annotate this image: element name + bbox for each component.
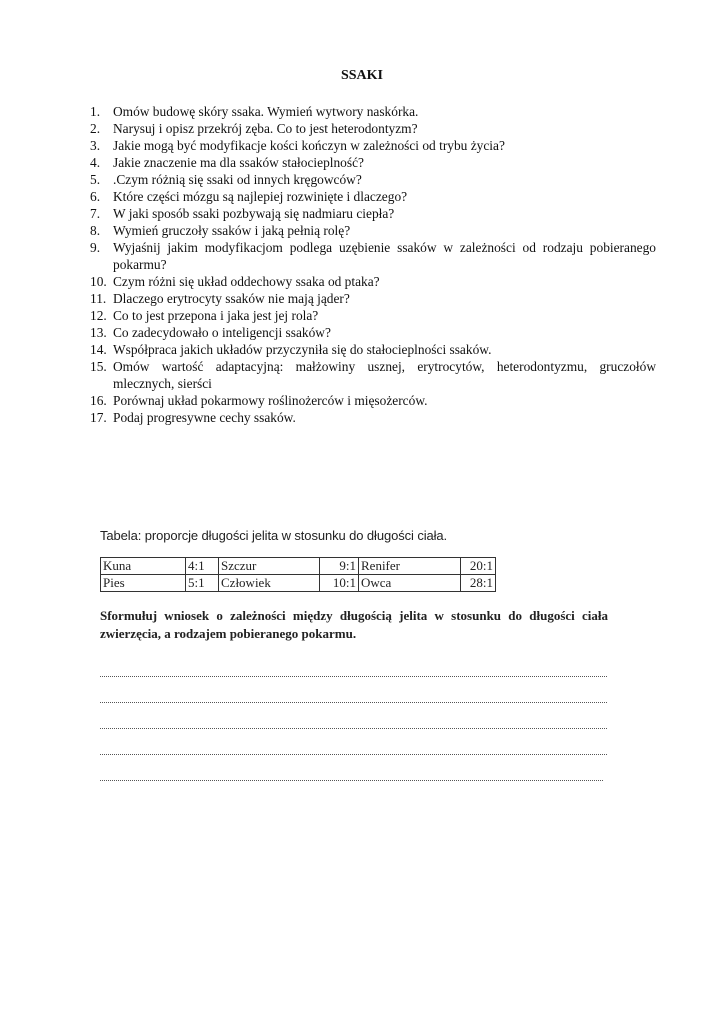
- question-text: Czym różni się układ oddechowy ssaka od ptaka?: [113, 274, 380, 289]
- question-number: 4.: [90, 155, 101, 170]
- table-cell: Owca: [359, 575, 461, 592]
- question-number: 13.: [90, 325, 107, 340]
- table-cell: Szczur: [219, 558, 320, 575]
- question-item: [90, 188, 656, 205]
- question-text: Omów budowę skóry ssaka. Wymień wytwory naskórka.: [113, 104, 419, 119]
- table-row: [101, 558, 496, 575]
- question-item: [90, 290, 656, 307]
- table-row: [101, 575, 496, 592]
- table-cell: 9:1: [320, 558, 359, 575]
- question-text: W jaki sposób ssaki pozbywają się nadmiaru ciepła?: [113, 206, 395, 221]
- question-item: [90, 324, 656, 341]
- table-cell: Kuna: [101, 558, 186, 575]
- question-number: 3.: [90, 138, 101, 153]
- answer-line[interactable]: [100, 685, 607, 711]
- question-item: [90, 239, 656, 273]
- question-item: [90, 307, 656, 324]
- question-item: [90, 120, 656, 137]
- question-number: 2.: [90, 121, 101, 136]
- exercise-section: [100, 528, 620, 789]
- question-item: [90, 205, 656, 222]
- question-number: 8.: [90, 223, 101, 238]
- question-number: 6.: [90, 189, 101, 204]
- question-number: 5.: [90, 172, 101, 187]
- question-item: [90, 409, 656, 426]
- question-item: [90, 103, 656, 120]
- question-number: 12.: [90, 308, 107, 323]
- answer-line[interactable]: [100, 737, 607, 763]
- answer-line[interactable]: [100, 659, 607, 685]
- task-instruction: Sformułuj wniosek o zależności między długością jelita w stosunku do długości ciała zwierzęcia, a rodzajem pobieranego pokarmu.: [100, 608, 608, 641]
- question-number: 11.: [90, 291, 107, 306]
- question-text: Porównaj układ pokarmowy roślinożerców i mięsożerców.: [113, 393, 428, 408]
- table-caption: Tabela: proporcje długości jelita w stosunku do długości ciała.: [100, 528, 448, 543]
- table-cell: Renifer: [359, 558, 461, 575]
- question-text: Co to jest przepona i jaka jest jej rola?: [113, 308, 319, 323]
- question-text: Dlaczego erytrocyty ssaków nie mają jąder?: [113, 291, 350, 306]
- table-cell: 4:1: [186, 558, 219, 575]
- table-cell: 10:1: [320, 575, 359, 592]
- question-text: Co zadecydowało o inteligencji ssaków?: [113, 325, 331, 340]
- question-number: 7.: [90, 206, 101, 221]
- answer-line[interactable]: [100, 711, 607, 737]
- question-text: Wyjaśnij jakim modyfikacjom podlega uzębienie ssaków w zależności od rodzaju pobieranego pokarmu?: [113, 240, 656, 272]
- table-cell: Człowiek: [219, 575, 320, 592]
- question-text: Które części mózgu są najlepiej rozwinięte i dlaczego?: [113, 189, 408, 204]
- question-item: [90, 341, 656, 358]
- question-item: [90, 137, 656, 154]
- question-text: Jakie mogą być modyfikacje kości kończyn w zależności od trybu życia?: [113, 138, 505, 153]
- question-text: Narysuj i opisz przekrój zęba. Co to jest heterodontyzm?: [113, 121, 418, 136]
- question-number: 16.: [90, 393, 107, 408]
- answer-line[interactable]: [100, 763, 607, 789]
- question-text: .Czym różnią się ssaki od innych kręgowców?: [113, 172, 362, 187]
- question-item: [90, 222, 656, 239]
- ratio-table: [100, 557, 496, 592]
- question-text: Jakie znaczenie ma dla ssaków stałocieplność?: [113, 155, 364, 170]
- question-number: 9.: [90, 240, 101, 255]
- table-cell: 28:1: [461, 575, 496, 592]
- question-text: Podaj progresywne cechy ssaków.: [113, 410, 296, 425]
- question-item: [90, 392, 656, 409]
- page-title: SSAKI: [340, 68, 384, 83]
- question-item: [90, 154, 656, 171]
- table-cell: Pies: [101, 575, 186, 592]
- table-cell: 20:1: [461, 558, 496, 575]
- question-text: Omów wartość adaptacyjną: małżowiny usznej, erytrocytów, heterodontyzmu, gruczołów mlecznych, sierści: [113, 359, 656, 391]
- question-number: 17.: [90, 410, 107, 425]
- question-item: [90, 358, 656, 392]
- question-text: Wymień gruczoły ssaków i jaką pełnią rolę?: [113, 223, 351, 238]
- question-number: 14.: [90, 342, 107, 357]
- table-cell: 5:1: [186, 575, 219, 592]
- question-number: 15.: [90, 359, 107, 374]
- answer-lines: [100, 659, 620, 789]
- question-list: [90, 103, 656, 426]
- question-number: 10.: [90, 274, 107, 289]
- question-text: Współpraca jakich układów przyczyniła się do stałocieplności ssaków.: [113, 342, 492, 357]
- question-number: 1.: [90, 104, 101, 119]
- question-item: [90, 273, 656, 290]
- question-item: [90, 171, 656, 188]
